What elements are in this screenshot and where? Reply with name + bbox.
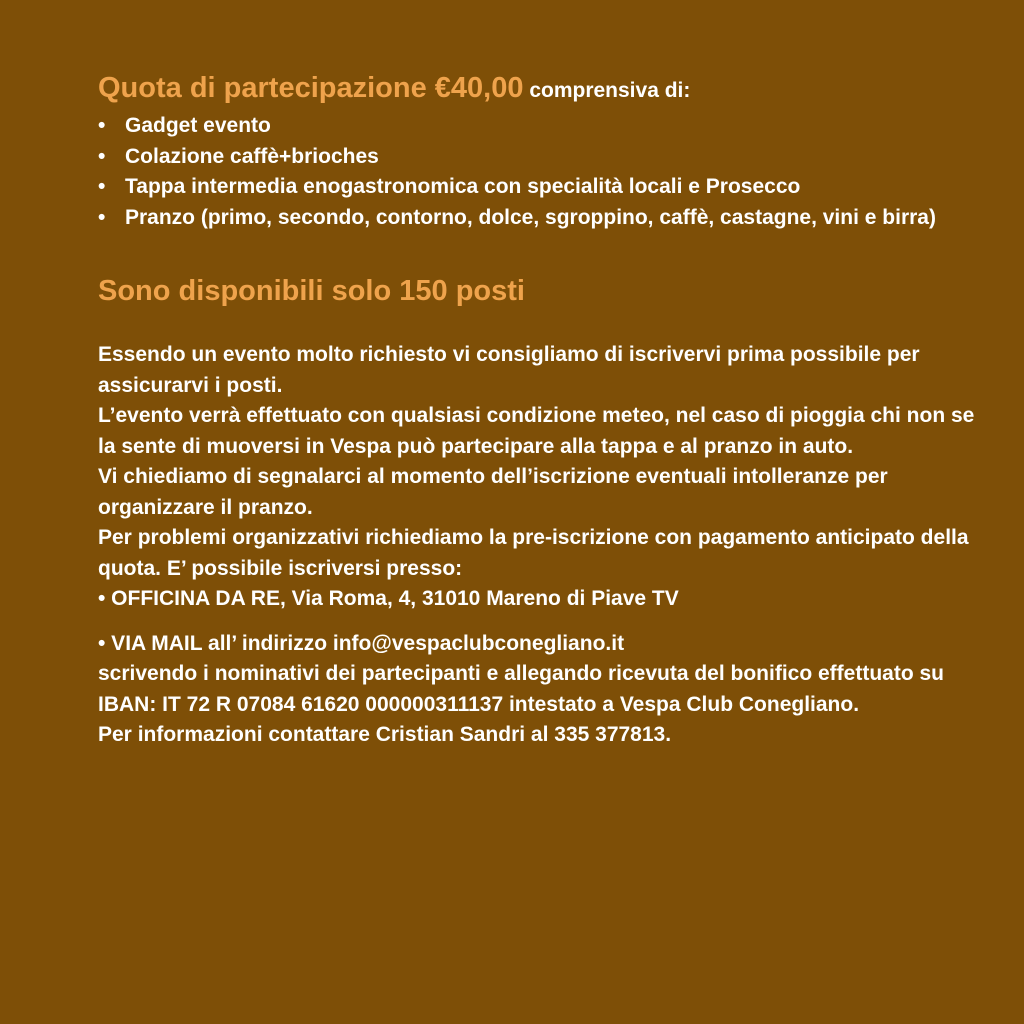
bullet-icon: • (98, 205, 106, 229)
weather-paragraph: L’evento verrà effettuato con qualsiasi condizione meteo, nel caso di pioggia chi non se la sente di muoversi in Vespa può partecipare alla tappa e al pranzo in auto. (98, 404, 975, 458)
quota-suffix: comprensiva di: (523, 79, 691, 102)
preregistration-paragraph: Per problemi organizzativi richiediamo la pre-iscrizione con pagamento anticipato della quota. E’ possibile iscriversi presso: (98, 526, 969, 580)
advice-section (98, 340, 978, 462)
bullet-icon: • (98, 144, 106, 168)
list-item-text: Gadget evento (125, 114, 271, 137)
list-item (98, 111, 978, 142)
event-info-page (98, 70, 978, 751)
list-item (98, 203, 978, 234)
mail-option-section (98, 629, 978, 721)
included-items-list (98, 111, 978, 233)
list-item (98, 172, 978, 203)
office-option: • OFFICINA DA RE, Via Roma, 4, 31010 Mareno di Piave TV (98, 587, 679, 610)
quota-price-heading: Quota di partecipazione €40,00 (98, 72, 524, 104)
availability-title: Sono disponibili solo 150 posti (98, 275, 525, 307)
mail-details-paragraph: scrivendo i nominativi dei partecipanti e allegando ricevuta del bonifico effettuato su IBAN: IT 72 R 07084 61620 000000311137 intestato a Vespa Club Conegliano. (98, 662, 944, 716)
contact-paragraph: Per informazioni contattare Cristian Sandri al 335 377813. (98, 723, 672, 746)
quota-headline (98, 70, 978, 111)
list-item-text: Tappa intermedia enogastronomica con specialità locali e Prosecco (125, 175, 801, 198)
mail-option: • VIA MAIL all’ indirizzo info@vespaclubconegliano.it (98, 631, 625, 655)
bullet-icon: • (98, 114, 106, 137)
intolerances-paragraph: Vi chiediamo di segnalarci al momento dell’iscrizione eventuali intolleranze per organizzare il pranzo. (98, 465, 888, 519)
list-item-text: Colazione caffè+brioches (125, 144, 379, 168)
list-item-text: Pranzo (primo, secondo, contorno, dolce, sgroppino, caffè, castagne, vini e birra) (125, 205, 936, 229)
bullet-icon: • (98, 175, 106, 198)
list-item (98, 142, 978, 173)
advice-paragraph: Essendo un evento molto richiesto vi consigliamo di iscrivervi prima possibile per assicurarvi i posti. (98, 343, 920, 397)
